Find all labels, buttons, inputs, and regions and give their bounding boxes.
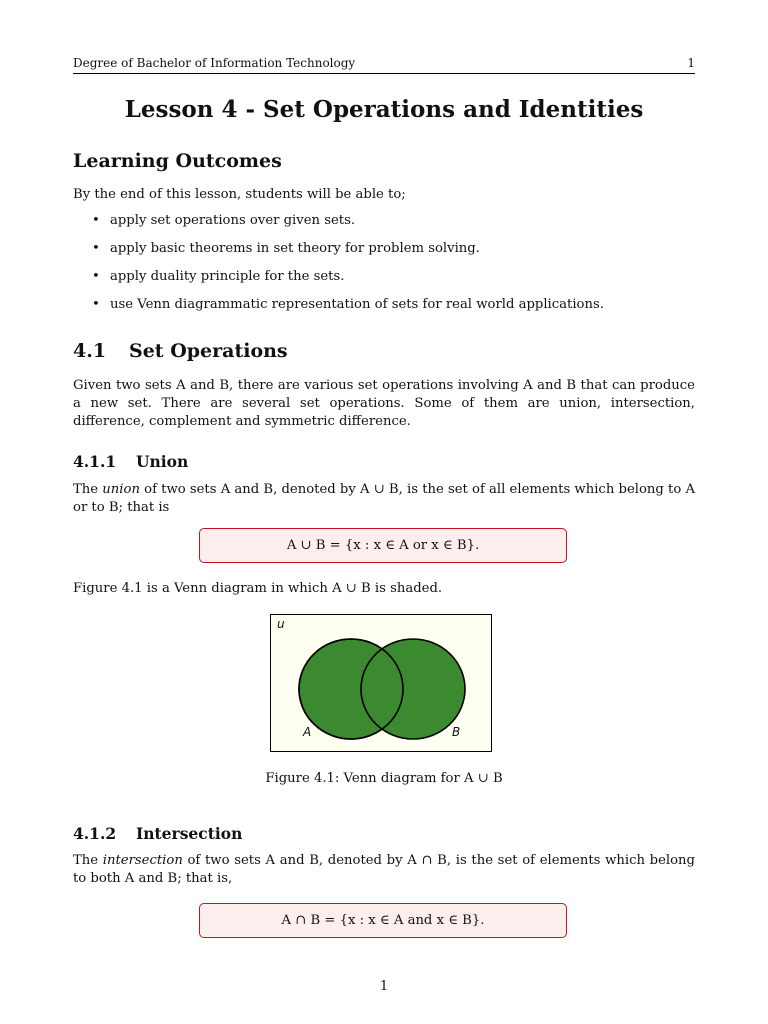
lesson-title: Lesson 4 - Set Operations and Identities (124, 96, 644, 123)
document-page (73, 0, 695, 1024)
section-number: 4.1.2 (73, 824, 117, 843)
section-number: 4.1.1 (73, 452, 117, 471)
intersection-definition (73, 852, 695, 888)
list-item (73, 296, 604, 324)
definition-prefix: The (73, 482, 103, 497)
section-4-1-heading (73, 340, 288, 362)
defined-term: intersection (102, 853, 183, 868)
running-header (73, 56, 695, 74)
set-b-circle (361, 639, 465, 739)
set-a-label: A (303, 725, 312, 739)
section-4-1-1-heading (73, 452, 188, 471)
section-4-1-2-heading (73, 824, 242, 843)
learning-outcomes-intro: By the end of this lesson, students will be able to; (73, 187, 406, 202)
intersection-formula: A ∩ B = {x : x ∈ A and x ∈ B}. (281, 913, 485, 928)
figure-reference: Figure 4.1 is a Venn diagram in which A ∪ B is shaded. (73, 581, 443, 596)
running-header-page: 1 (687, 56, 695, 70)
list-item-text: apply basic theorems in set theory for problem solving. (110, 241, 480, 256)
union-formula: A ∪ B = {x : x ∈ A or x ∈ B}. (286, 538, 480, 553)
figure-caption: Figure 4.1: Venn diagram for A ∪ B (265, 771, 503, 786)
running-header-title: Degree of Bachelor of Information Technology (73, 56, 356, 70)
list-item (73, 268, 604, 296)
definition-text: of two sets A and B, denoted by A ∪ B, is the set of all elements which belong to A or to B; that is (73, 482, 695, 515)
union-definition (73, 481, 695, 517)
learning-outcomes-list (73, 212, 604, 324)
list-item-text: use Venn diagrammatic representation of sets for real world applications. (110, 297, 604, 312)
bullet-icon: • (92, 269, 100, 284)
set-b-label: B (452, 725, 461, 739)
section-title: Union (136, 452, 189, 471)
section-4-1-body: Given two sets A and B, there are various set operations involving A and B that can produce a new set. There are several set operations. Some of them are union, intersection, difference, complement and symmetric difference. (73, 378, 695, 429)
list-item (73, 212, 604, 240)
learning-outcomes-heading: Learning Outcomes (73, 150, 282, 172)
bullet-icon: • (92, 241, 100, 256)
bullet-icon: • (92, 213, 100, 228)
defined-term: union (102, 482, 140, 497)
union-formula-box (199, 528, 567, 563)
bullet-icon: • (92, 297, 100, 312)
universe-label: u (277, 617, 285, 631)
section-number: 4.1 (73, 340, 107, 362)
definition-text: of two sets A and B, denoted by A ∩ B, is the set of elements which belong to both A and B; that is, (73, 853, 695, 886)
page-number: 1 (379, 979, 389, 994)
venn-diagram (270, 614, 492, 752)
list-item-text: apply duality principle for the sets. (110, 269, 345, 284)
section-title: Intersection (136, 824, 243, 843)
definition-prefix: The (73, 853, 103, 868)
list-item-text: apply set operations over given sets. (110, 213, 356, 228)
list-item (73, 240, 604, 268)
section-title: Set Operations (129, 340, 288, 362)
intersection-formula-box (199, 903, 567, 938)
